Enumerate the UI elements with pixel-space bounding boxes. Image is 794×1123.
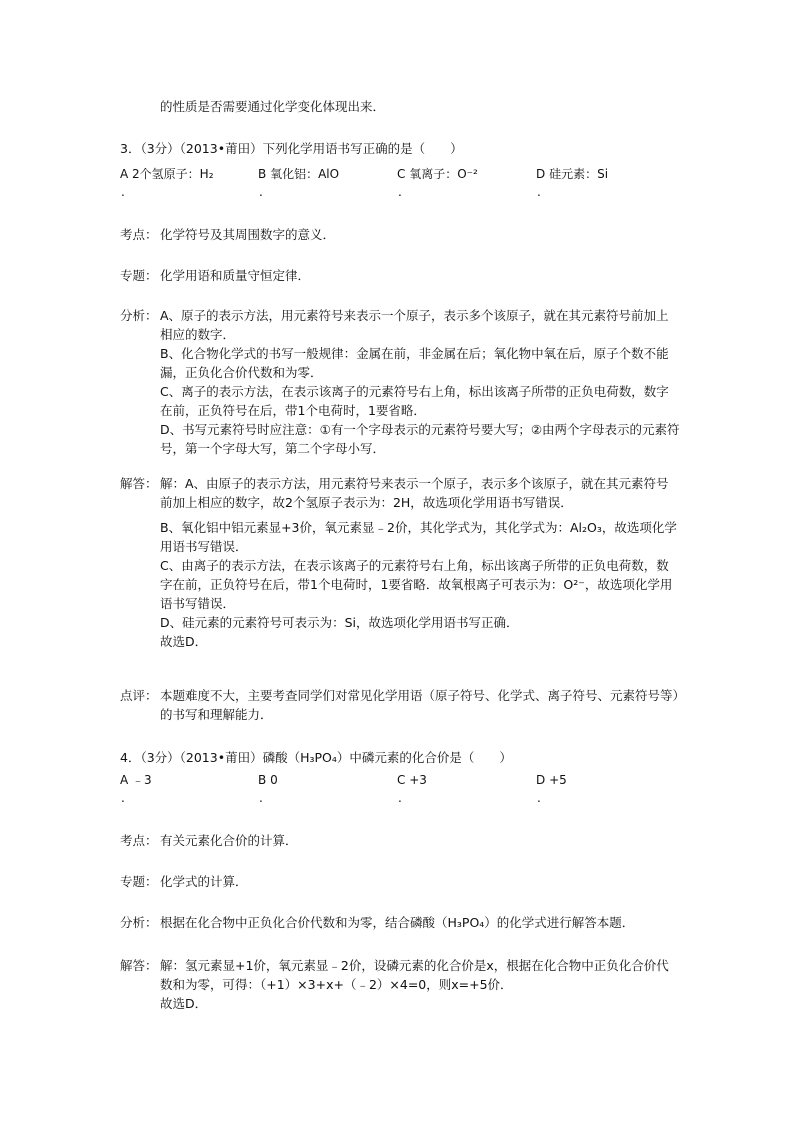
q3-jieda-label: 解答： (120, 476, 158, 491)
q4-option-a-dot: . (121, 791, 125, 805)
q4-kaodian: 有关元素化合价的计算． (160, 833, 298, 848)
q4-option-b[interactable] (258, 772, 278, 788)
q3-option-a[interactable] (120, 166, 214, 182)
q3-option-d-letter: D (536, 167, 546, 181)
q3-option-b-text: 氧化铝：AlO (270, 167, 340, 181)
q3-fenxi-a: A、原子的表示方法，用元素符号来表示一个原子，表示多个该原子，就在其元素符号前加上相应的数字． (160, 308, 669, 342)
q3-option-c[interactable] (397, 166, 478, 182)
q3-zhuanti-label: 专题： (120, 268, 158, 283)
q3-jieda-b: B、氧化铝中铝元素显+3价，氧元素显﹣2价，其化学式为，其化学式为：Al₂O₃，故选项化学用语书写错误． (160, 520, 677, 554)
q3-option-d-dot: . (537, 185, 541, 199)
q4-option-b-dot: . (259, 791, 263, 805)
q4-jieda-label: 解答： (120, 958, 158, 973)
q3-jieda-d: D、硅元素的元素符号可表示为：Si，故选项化学用语书写正确． (160, 615, 519, 630)
q3-jieda-answer: 故选D． (160, 634, 208, 649)
q3-dianping: 本题难度不大，主要考查同学们对常见化学用语（原子符号、化学式、离子符号、元素符号等）的书写和理解能力． (160, 688, 679, 722)
q4-zhuanti: 化学式的计算． (160, 874, 248, 889)
q3-fenxi (160, 306, 680, 458)
q4-option-d-text: +5 (549, 773, 567, 787)
q4-option-d-dot: . (537, 791, 541, 805)
q3-jieda (160, 474, 680, 651)
q3-option-b[interactable] (258, 166, 339, 182)
q4-option-c[interactable] (397, 772, 427, 788)
q4-option-d-letter: D (536, 773, 546, 787)
q3-jieda-a: 解：A、由原子的表示方法，用元素符号来表示一个原子，表示多个该原子，就在其元素符号前加上相应的数字，故2个氢原子表示为：2H，故选项化学用语书写错误． (160, 476, 669, 510)
q3-option-c-dot: . (398, 185, 402, 199)
q4-option-c-letter: C (397, 773, 406, 787)
q3-fenxi-d: D、书写元素符号时应注意：①有一个字母表示的元素符号要大写；②由两个字母表示的元素符号，第一个字母大写，第二个字母小写． (160, 422, 680, 456)
q4-kaodian-label: 考点： (120, 833, 158, 848)
q4-option-c-text: +3 (409, 773, 427, 787)
q3-fenxi-label: 分析： (120, 308, 158, 323)
q4-jieda (160, 956, 680, 1013)
q4-option-a-text: ﹣3 (132, 773, 152, 787)
q4-stem: 4．（3分）（2013•莆田）磷酸（H₃PO₄）中磷元素的化合价是（ ） (120, 750, 512, 765)
q3-kaodian: 化学符号及其周围数字的意义． (160, 227, 336, 242)
q3-kaodian-label: 考点： (120, 227, 158, 242)
q4-option-d[interactable] (536, 772, 567, 788)
q3-fenxi-c: C、离子的表示方法，在表示该离子的元素符号右上角，标出该离子所带的正负电荷数，数字在前，正负符号在后，带1个电荷时，1要省略． (160, 384, 669, 418)
q3-option-d[interactable] (536, 166, 608, 182)
q4-option-b-text: 0 (270, 773, 278, 787)
q4-zhuanti-label: 专题： (120, 874, 158, 889)
q4-option-a-letter: A (120, 773, 129, 787)
q3-stem: 3．（3分）（2013•莆田）下列化学用语书写正确的是（ ） (120, 141, 463, 156)
q3-option-d-text: 硅元素：Si (549, 167, 609, 181)
q4-fenxi-label: 分析： (120, 915, 158, 930)
q3-option-b-letter: B (258, 167, 267, 181)
q4-jieda-answer: 故选D． (160, 996, 208, 1011)
q4-jieda-solution: 解：氢元素显+1价，氧元素显﹣2价，设磷元素的化合价是x，根据在化合物中正负化合价代数和为零，可得：（+1）×3+x+（﹣2）×4=0，则x=+5价． (160, 958, 669, 992)
q4-fenxi: 根据在化合物中正负化合价代数和为零，结合磷酸（H₃PO₄）的化学式进行解答本题． (160, 915, 635, 930)
q3-zhuanti: 化学用语和质量守恒定律． (160, 268, 311, 283)
q3-option-a-letter: A (120, 167, 129, 181)
q3-option-a-dot: . (121, 185, 125, 199)
q3-fenxi-b: B、化合物化学式的书写一般规律：金属在前，非金属在后；氧化物中氧在后，原子个数不能漏，正负化合价代数和为零． (160, 346, 669, 380)
q3-option-a-text: 2个氢原子：H₂ (132, 167, 214, 181)
q4-option-b-letter: B (258, 773, 267, 787)
q4-option-c-dot: . (398, 791, 402, 805)
q4-option-a[interactable] (120, 772, 152, 788)
q3-dianping-label: 点评： (120, 688, 158, 703)
q3-jieda-c: C、由离子的表示方法，在表示该离子的元素符号右上角，标出该离子所带的正负电荷数，数字在前，正负符号在后，带1个电荷时，1要省略．故氧根离子可表示为：O²⁻，故选项化学用语书写错误． (160, 558, 673, 611)
intro-line: 的性质是否需要通过化学变化体现出来． (160, 99, 386, 114)
q3-option-c-text: 氧离子：O⁻² (409, 167, 478, 181)
q3-option-b-dot: . (259, 185, 263, 199)
q3-option-c-letter: C (397, 167, 406, 181)
